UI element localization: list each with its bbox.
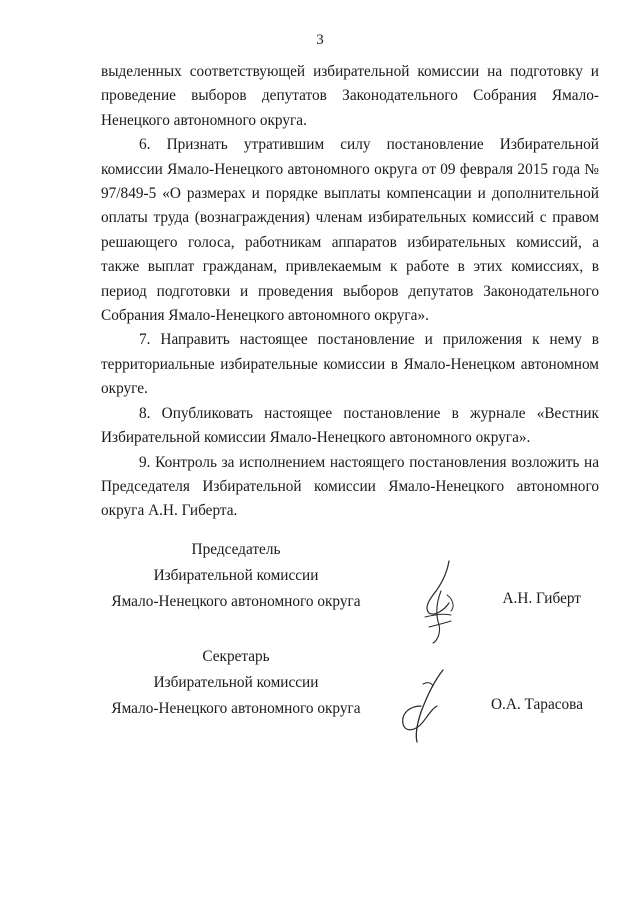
signatory-position: Секретарь	[202, 648, 270, 665]
paragraph-item-9: 9. Контроль за исполнением настоящего постановления возложить на Председателя Избирательной комиссии Ямало-Ненецкого автономного округа А.Н. Гиберта.	[101, 453, 599, 520]
signatory-title	[101, 644, 371, 722]
paragraph-item-6: 6. Признать утратившим силу постановление Избирательной комиссии Ямало-Ненецкого автономного округа от 09 февраля 2015 года № 97/849-5 «О размерах и порядке выплаты компенсации и дополнительной оплаты труда (вознаграждения) членам избирательных комиссий с правом решающего голоса, работникам аппаратов избирательных комиссий, а также выплат гражданам, привлекаемым к работе в этих комиссиях, в период подготовки и проведения выборов депутатов Законодательного Собрания Ямало-Ненецкого автономного округа».	[101, 136, 599, 325]
page-number: 3	[316, 32, 324, 48]
document-body	[101, 60, 599, 524]
signatory-name: О.А. Тарасова	[490, 696, 583, 713]
paragraph-continuation: выделенных соответствующей избирательной комиссии на подготовку и проведение выборов депутатов Законодательного Собрания Ямало-Ненецкого автономного округа.	[101, 63, 599, 129]
signature-block-secretary	[101, 644, 599, 744]
signatory-region: Ямало-Ненецкого автономного округа	[111, 700, 361, 717]
handwritten-signature-icon	[411, 555, 471, 645]
signatory-name: А.Н. Гиберт	[502, 590, 581, 607]
signatory-region: Ямало-Ненецкого автономного округа	[111, 593, 361, 610]
signatory-position: Председатель	[191, 541, 281, 558]
paragraph-item-7: 7. Направить настоящее постановление и приложения к нему в территориальные избирательные комиссии в Ямало-Ненецком автономном округе.	[101, 331, 599, 398]
signatory-organization: Избирательной комиссии	[153, 674, 319, 691]
signature-block-chairman	[101, 537, 599, 627]
handwritten-signature-icon	[393, 666, 463, 746]
signatory-organization: Избирательной комиссии	[153, 567, 319, 584]
signatory-title	[101, 537, 371, 615]
paragraph-item-8: 8. Опубликовать настоящее постановление в журнале «Вестник Избирательной комиссии Ямало-Ненецкого автономного округа».	[101, 404, 599, 447]
